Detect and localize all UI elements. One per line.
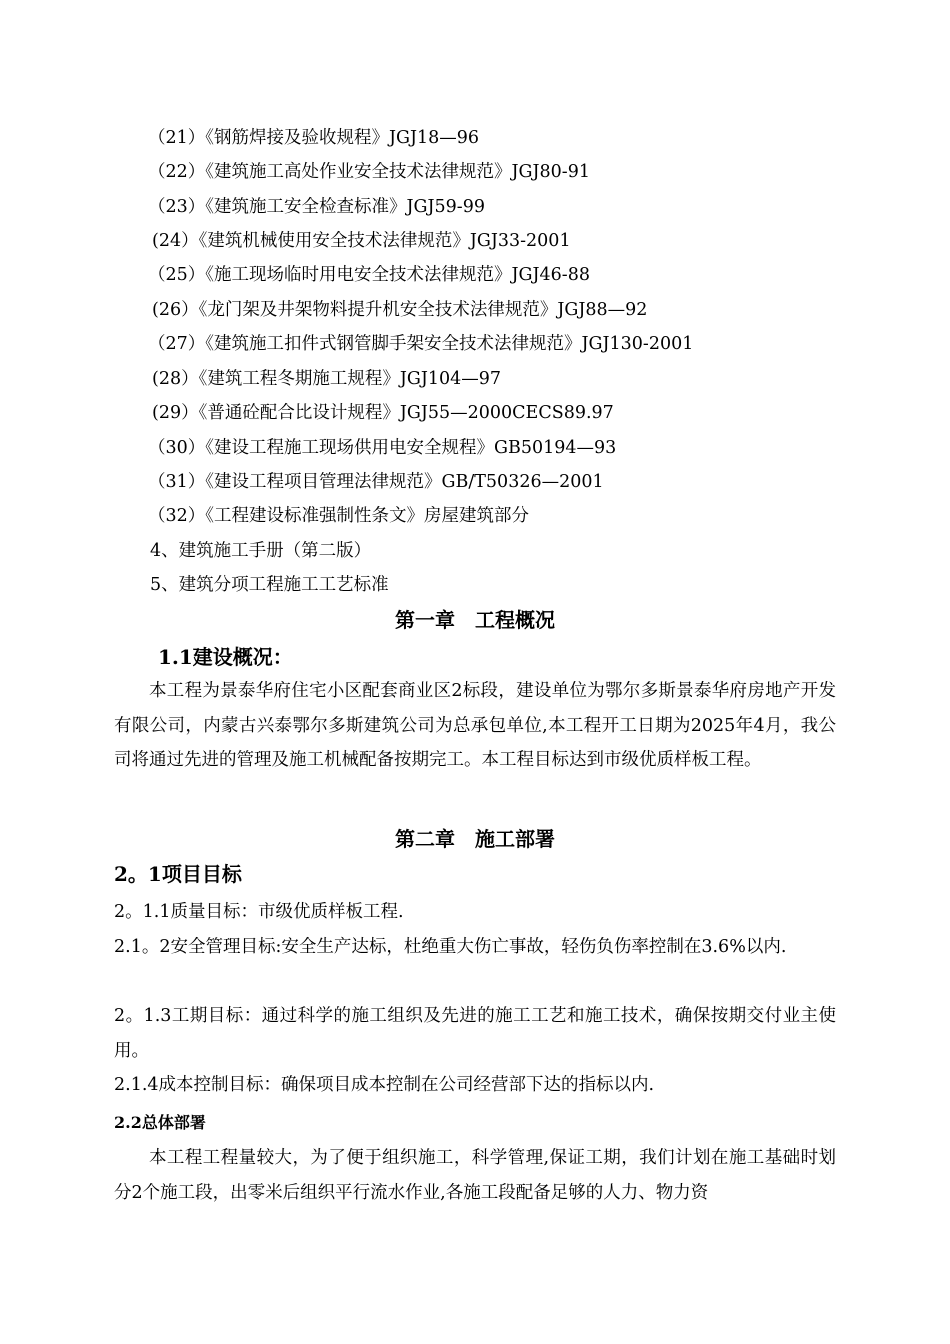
reference-item: (29）《普通砼配合比设计规程》JGJ55—2000CECS89.97: [152, 403, 614, 423]
paragraph: 2.1.4成本控制目标：确保项目成本控制在公司经营部下达的指标以内.: [114, 1075, 655, 1095]
section-heading: 1.1建设概况：: [158, 645, 293, 669]
reference-item: （21）《钢筋焊接及验收规程》JGJ18—96: [148, 128, 480, 148]
reference-item: (26）《龙门架及井架物料提升机安全技术法律规范》JGJ88—92: [152, 300, 648, 320]
reference-item: （32）《工程建设标准强制性条文》房屋建筑部分: [148, 506, 530, 526]
list-item: 4、建筑施工手册（第二版）: [150, 541, 372, 561]
reference-item: (28）《建筑工程冬期施工规程》JGJ104—97: [152, 369, 502, 389]
paragraph: 本工程工程量较大，为了便于组织施工，科学管理,保证工期，我们计划在施工基础时划分2个施工段，出零米后组织平行流水作业,各施工段配备足够的人力、物力资: [114, 1148, 836, 1203]
reference-item: （31）《建设工程项目管理法律规范》GB/T50326—2001: [148, 472, 604, 492]
reference-item: （22）《建筑施工高处作业安全技术法律规范》JGJ80-91: [148, 162, 590, 182]
chapter-title: 第二章 施工部署: [395, 827, 555, 851]
section-heading: 2。1项目目标: [114, 862, 242, 886]
reference-item: （23）《建筑施工安全检查标准》JGJ59-99: [148, 197, 485, 217]
list-item: 5、建筑分项工程施工工艺标准: [150, 575, 389, 595]
reference-item: (24）《建筑机械使用安全技术法律规范》JGJ33-2001: [152, 231, 571, 251]
paragraph: 2。1.3工期目标：通过科学的施工组织及先进的施工工艺和施工技术，确保按期交付业主使用。: [114, 1006, 836, 1061]
subsection-heading: 2.2总体部署: [114, 1113, 206, 1132]
reference-item: （27）《建筑施工扣件式钢管脚手架安全技术法律规范》JGJ130-2001: [148, 334, 694, 354]
paragraph: 2.1。2安全管理目标:安全生产达标，杜绝重大伤亡事故，轻伤负伤率控制在3.6%以内.: [114, 937, 787, 957]
paragraph: 本工程为景泰华府住宅小区配套商业区2标段，建设单位为鄂尔多斯景泰华府房地产开发有限公司，内蒙古兴泰鄂尔多斯建筑公司为总承包单位,本工程开工日期为2025年4月，我公司将通过先进的管理及施工机械配备按期完工。本工程目标达到市级优质样板工程。: [114, 681, 836, 770]
paragraph: 2。1.1质量目标：市级优质样板工程.: [114, 902, 404, 922]
reference-item: （30）《建设工程施工现场供用电安全规程》GB50194—93: [148, 438, 617, 458]
reference-item: （25）《施工现场临时用电安全技术法律规范》JGJ46-88: [148, 265, 590, 285]
chapter-title: 第一章 工程概况: [395, 608, 555, 632]
